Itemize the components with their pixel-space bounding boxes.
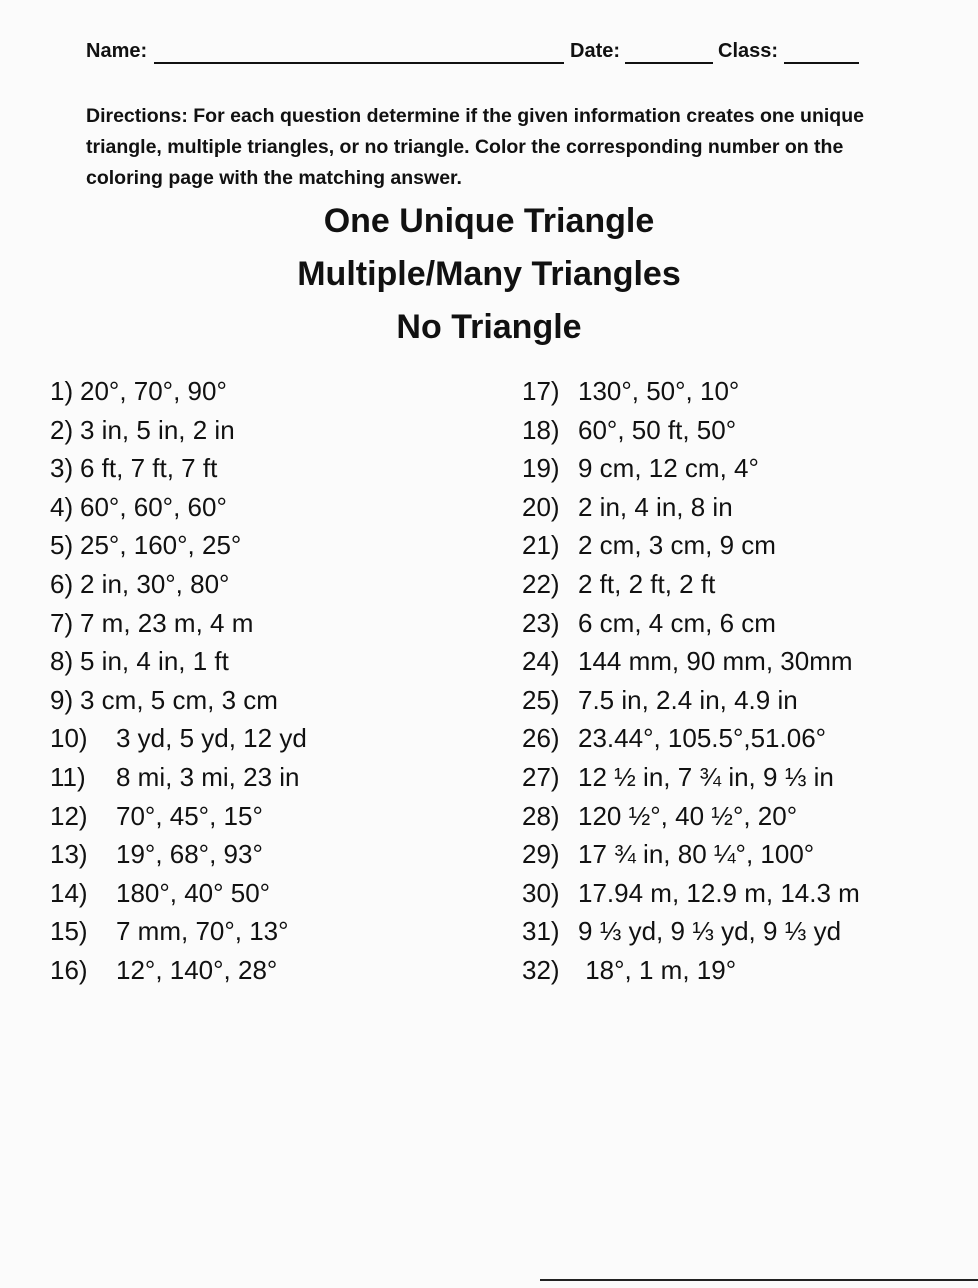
question-number: 14): [50, 877, 88, 908]
name-label: Name:: [86, 40, 148, 62]
question-text: 2 cm, 3 cm, 9 cm: [578, 530, 776, 561]
answer-option-no-triangle: No Triangle: [396, 308, 582, 346]
answer-options: [0, 198, 978, 357]
date-label: Date:: [570, 40, 621, 62]
question-number: 26): [522, 723, 560, 754]
question-text: 20°, 70°, 90°: [80, 376, 227, 406]
questions-right-column: [522, 372, 962, 990]
question-number: 2): [50, 414, 74, 445]
question-item: [50, 526, 490, 565]
question-item: [50, 912, 490, 951]
questions-left-column: [50, 372, 490, 990]
question-item: [522, 719, 962, 758]
question-item: [522, 797, 962, 836]
question-item: [522, 912, 962, 951]
question-text: 120 ½°, 40 ½°, 20°: [578, 800, 798, 831]
question-number: 28): [522, 800, 560, 831]
question-item: [522, 951, 962, 990]
question-item: [522, 488, 962, 527]
answer-option-one-unique: One Unique Triangle: [323, 202, 655, 240]
question-text: 3 cm, 5 cm, 3 cm: [80, 684, 278, 715]
question-item: [522, 411, 962, 450]
question-text: 8 mi, 3 mi, 23 in: [116, 761, 300, 792]
question-item: [522, 604, 962, 643]
question-item: [50, 604, 490, 643]
question-item: [50, 681, 490, 720]
question-text: 9 ⅓ yd, 9 ⅓ yd, 9 ⅓ yd: [578, 916, 842, 947]
question-text: 180°, 40° 50°: [116, 877, 271, 908]
question-item: [50, 835, 490, 874]
question-number: 11): [50, 761, 86, 792]
question-item: [522, 565, 962, 604]
question-text: 18°, 1 m, 19°: [578, 954, 737, 985]
question-item: [50, 449, 490, 488]
class-blank-line: [784, 62, 859, 64]
question-number: 19): [522, 453, 560, 484]
question-item: [522, 449, 962, 488]
question-number: 5): [50, 530, 74, 561]
question-text: 23.44°, 105.5°,51.06°: [578, 723, 827, 754]
question-text: 2 in, 30°, 80°: [80, 568, 230, 599]
question-text: 9 cm, 12 cm, 4°: [578, 453, 759, 484]
question-number: 10): [50, 723, 88, 754]
question-number: 3): [50, 453, 74, 484]
question-item: [522, 372, 962, 411]
question-text: 130°, 50°, 10°: [578, 376, 740, 406]
question-text: 144 mm, 90 mm, 30mm: [578, 646, 853, 677]
question-number: 9): [50, 684, 74, 715]
class-label: Class:: [718, 40, 779, 62]
question-item: [50, 758, 490, 797]
question-text: 3 yd, 5 yd, 12 yd: [116, 723, 307, 754]
question-text: 17.94 m, 12.9 m, 14.3 m: [578, 877, 860, 908]
question-number: 25): [522, 684, 560, 715]
question-number: 13): [50, 839, 88, 870]
question-item: [50, 874, 490, 913]
question-item: [50, 488, 490, 527]
question-text: 19°, 68°, 93°: [116, 839, 263, 870]
question-number: 21): [522, 530, 560, 561]
directions-text: Directions: For each question determine if the given information creates one unique triangle, multiple triangles, or no triangle. Color the corresponding number on the coloring page with the matching answer.: [86, 105, 864, 189]
question-item: [522, 681, 962, 720]
question-text: 7 mm, 70°, 13°: [116, 916, 289, 947]
question-item: [522, 526, 962, 565]
question-number: 17): [522, 376, 560, 406]
question-number: 8): [50, 646, 74, 677]
question-number: 1): [50, 376, 74, 406]
worksheet-header: [86, 38, 886, 68]
question-text: 60°, 50 ft, 50°: [578, 414, 737, 445]
question-item: [522, 758, 962, 797]
question-text: 25°, 160°, 25°: [80, 530, 242, 561]
question-number: 6): [50, 568, 74, 599]
question-number: 23): [522, 607, 560, 638]
question-item: [50, 719, 490, 758]
answer-option-multiple: Multiple/Many Triangles: [297, 255, 681, 293]
question-number: 15): [50, 916, 88, 947]
question-number: 16): [50, 954, 88, 985]
question-text: 7.5 in, 2.4 in, 4.9 in: [578, 684, 798, 715]
question-text: 60°, 60°, 60°: [80, 491, 227, 522]
question-number: 22): [522, 568, 560, 599]
bottom-rule: [540, 1279, 978, 1281]
question-item: [50, 372, 490, 411]
question-text: 12°, 140°, 28°: [116, 954, 278, 985]
question-number: 7): [50, 607, 74, 638]
question-number: 32): [522, 954, 560, 985]
question-item: [50, 797, 490, 836]
question-text: 12 ½ in, 7 ¾ in, 9 ⅓ in: [578, 761, 834, 792]
question-text: 6 ft, 7 ft, 7 ft: [80, 453, 218, 484]
date-blank-line: [625, 62, 713, 64]
question-item: [50, 411, 490, 450]
question-text: 7 m, 23 m, 4 m: [80, 607, 254, 638]
question-number: 24): [522, 646, 560, 677]
question-item: [522, 835, 962, 874]
question-text: 3 in, 5 in, 2 in: [80, 414, 235, 445]
question-item: [50, 565, 490, 604]
question-number: 18): [522, 414, 560, 445]
question-number: 30): [522, 877, 560, 908]
question-text: 2 in, 4 in, 8 in: [578, 491, 733, 522]
question-text: 17 ¾ in, 80 ¼°, 100°: [578, 839, 815, 870]
question-number: 4): [50, 491, 74, 522]
question-number: 20): [522, 491, 560, 522]
question-item: [522, 874, 962, 913]
question-text: 6 cm, 4 cm, 6 cm: [578, 607, 776, 638]
question-number: 29): [522, 839, 560, 870]
question-number: 31): [522, 916, 560, 947]
question-number: 27): [522, 761, 560, 792]
question-text: 2 ft, 2 ft, 2 ft: [578, 568, 716, 599]
question-item: [522, 642, 962, 681]
question-item: [50, 951, 490, 990]
question-text: 5 in, 4 in, 1 ft: [80, 646, 229, 677]
question-text: 70°, 45°, 15°: [116, 800, 263, 831]
question-number: 12): [50, 800, 88, 831]
question-item: [50, 642, 490, 681]
name-blank-line: [154, 62, 564, 64]
